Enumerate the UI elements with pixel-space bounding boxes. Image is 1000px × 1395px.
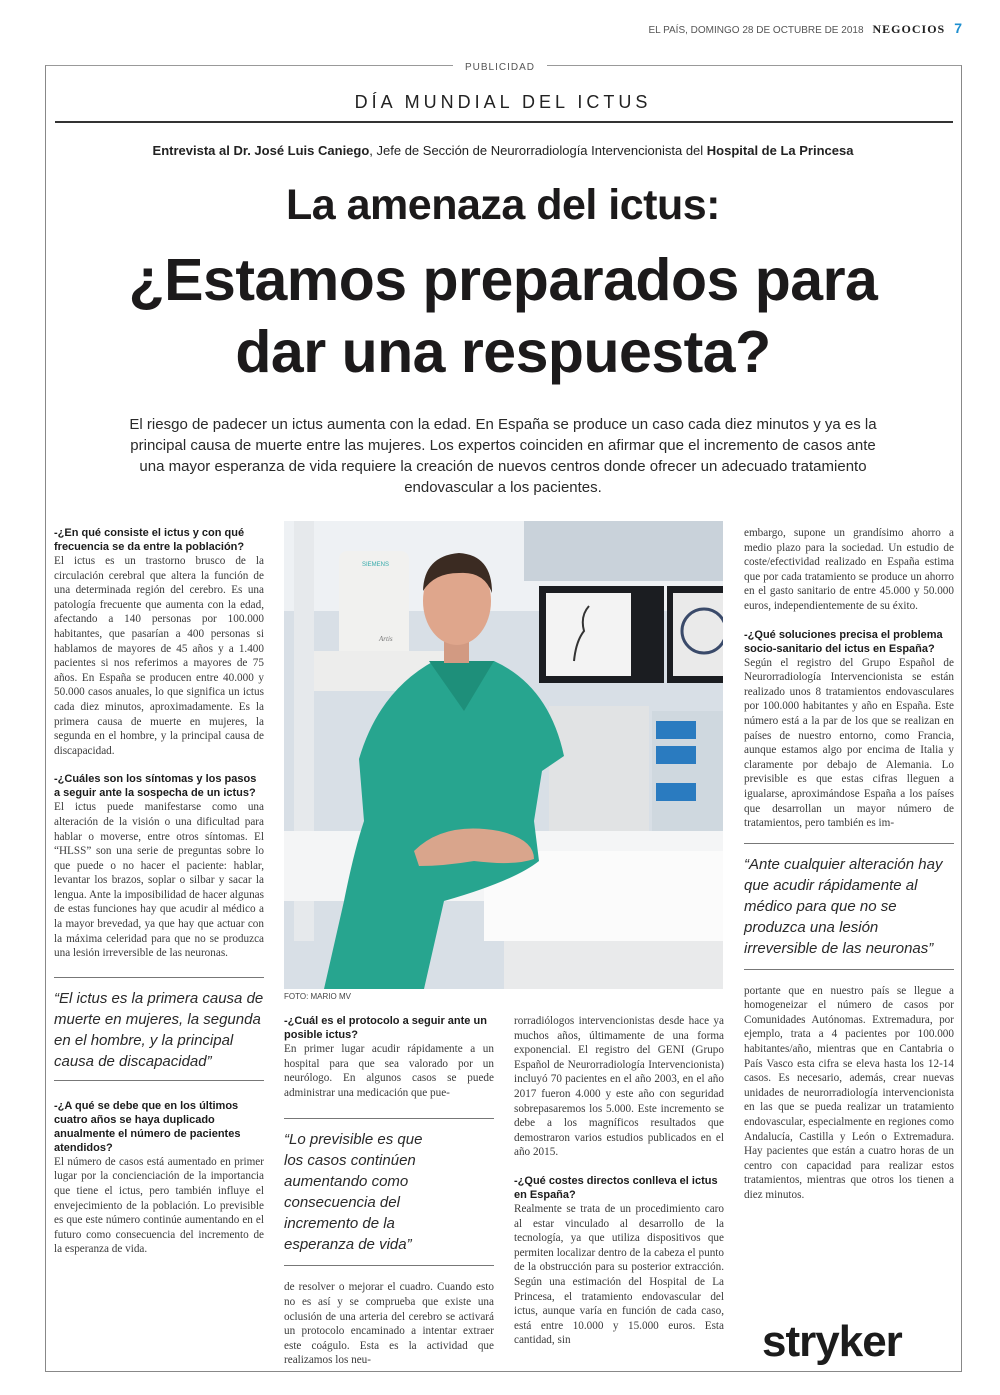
column-3: [514, 1014, 724, 1348]
quote-divider: [284, 1118, 494, 1119]
answer-paragraph: Realmente se trata de un procedimiento caro al estar vinculado al desarrollo de la tecnología, ya que utiliza dispositivos que permiten localizar dentro de la cabeza el punto de la obstrucción para su posterior extracción. Según una estimación del Hospital de La Princesa, el tratamiento endovascular del ictus, aunque varía en función de cada caso, está entre 10.000 y 15.000 euros. Esta cantidad, sin: [514, 1202, 724, 1347]
headline-line-2: ¿Estamos preparados para: [128, 247, 878, 313]
answer-paragraph: El número de casos está aumentado en primer lugar por la concienciación de la importancia que tiene el ictus, pero también influye el envejecimiento de la población. Lo previsible es que este número continúe aumentando en el futuro como consecuencia del incremento de la esperanza de vida.: [54, 1155, 264, 1256]
headline-line-3: dar una respuesta?: [235, 319, 771, 385]
pull-quote: “Ante cualquier alteración hay que acudir rápidamente al médico para que no se produzca una lesión irreversible de las neuronas”: [744, 855, 943, 957]
masthead: [648, 20, 962, 37]
quote-divider: [744, 843, 954, 844]
answer-paragraph: rorradiólogos intervencionistas desde hace ya muchos años, últimamente de una forma exponencial. El registro del GENI (Grupo Español de Neurorradiología Intervencionista) incluyó 70 pacientes en el año 2003, en el año 2017 fueron 4.000 y este año con seguridad sobrepasaremos los 5.000. Este incremento se debe a los magníficos resultados que demostraron varios estudios publicados en el año 2015.: [514, 1015, 724, 1159]
answer-paragraph: Según el registro del Grupo Español de Neurorradiología Intervencionista se están realizado unos 8 tratamientos endovasculares por 100.000 habitantes y año en España. Este número está a la par de los que se realizan en países de nuestro entorno, como Francia, aunque estamos algo por encima de Italia y claramente por debajo de Alemania. Lo previsible es que estas cifras lleguen a igualarse, aproximándose España a los países que desarrollan un mayor número de tratamientos, pero también es im-: [744, 656, 954, 830]
advertising-label: [0, 57, 1000, 75]
column-2: [284, 1014, 494, 1368]
answer-paragraph: El ictus es un trastorno brusco de la circulación cerebral que altera la función de una determinada región del cerebro. Es una patología frecuente que aumenta con la edad, afectando a 140 personas por 100.000 habitantes, que pasarían a 400 personas si hablamos de mayores de 45 años y a 1.400 pacientes si nos referimos a mayores de 75 años. En España se producen entre 40.000 y 50.000 casos anuales, lo que significa un ictus cada diez minutos, aproximadamente. Es la primera causa de muerte en mujeres, la segunda en el hombre, y la principal causa de discapacidad.: [54, 555, 264, 757]
quote-divider: [284, 1265, 494, 1266]
answer-paragraph: de resolver o mejorar el cuadro. Cuando esto no es así y se comprueba que existe una oclusión de una arteria del cerebro se activará un protocolo encaminado a intentar extraer este coágulo. Esta es la actividad que realizamos los neu-: [284, 1281, 494, 1367]
pull-quote: “Lo previsible es que los casos continúen aumentando como consecuencia del incremento de la esperanza de vida”: [284, 1131, 423, 1254]
photo-credit: FOTO: MARIO MV: [284, 992, 351, 1001]
quote-divider: [54, 1080, 264, 1081]
answer-paragraph: En primer lugar acudir rápidamente a un hospital para que sea valorado por un neurólogo. En algunos casos se puede administrar una medicación que pue-: [284, 1043, 494, 1099]
device-model: Artis: [379, 635, 393, 643]
kicker: DÍA MUNDIAL DEL ICTUS: [354, 92, 652, 112]
question-heading: -¿A qué se debe que en los últimos cuatro años se haya duplicado anualmente el número de pacientes atendidos?: [54, 1099, 241, 1154]
column-4: [744, 526, 954, 1203]
section-name: NEGOCIOS: [872, 22, 946, 36]
standfirst: El riesgo de padecer un ictus aumenta con la edad. En España se produce un caso cada diez minutos y ya es la principal causa de muerte entre las mujeres. Los expertos coinciden en afirmar que el incremento de casos ante una mayor esperanza de vida requiere la creación de nuevos centros donde ofrecer un adecuado tratamiento endovascular a los pacientes.: [129, 416, 877, 496]
quote-divider: [744, 969, 954, 970]
kicker-divider: [55, 121, 953, 123]
doctor-photo: [284, 521, 723, 989]
date-line: EL PAÍS, DOMINGO 28 DE OCTUBRE DE 2018: [648, 25, 864, 36]
headline-main: [50, 244, 956, 388]
question-heading: -¿En qué consiste el ictus y con qué frecuencia se da entre la población?: [54, 527, 245, 553]
interviewee-name: Entrevista al Dr. José Luis Caniego: [152, 143, 370, 158]
page-number: 7: [954, 20, 962, 36]
answer-paragraph: El ictus puede manifestarse como una alteración de la visión o una dificultad para hablar o moverse, entre otros síntomas. El “HLSS” son una serie de preguntas sobre lo que puede o no hacer el paciente: hablar, levantar los brazos, soplar o silbar y sacar la lengua. Ante la imposibilidad de hacer algunas de estas funciones hay que acudir al médico a la mayor brevedad, ya que hay que actuar con la máxima celeridad para que no se produzca una lesión irreversible de las neuronas.: [54, 801, 264, 960]
question-heading: -¿Cuáles son los síntomas y los pasos a seguir ante la sospecha de un ictus?: [54, 773, 257, 800]
interview-byline: [50, 143, 956, 158]
column-1: [54, 526, 264, 1257]
quote-divider: [54, 977, 264, 978]
pull-quote: “El ictus es la primera causa de muerte en mujeres, la segunda en el hombre, y la principal causa de discapacidad”: [54, 989, 264, 1070]
doctor-photo-illustration: [284, 521, 723, 989]
answer-paragraph: portante que en nuestro país se llegue a homogeneizar el número de casos por Comunidades Autónomas. Extremadura, por ejemplo, trata a 4 pacientes por 100.000 habitantes/año, mientras que en Cantabria o País Vasco esta cifra se eleva hasta los 12-14 casos. Es necesario, además, crear nuevas unidades de neurorradiología intervencionista en las que se pueda realizar un tratamiento endovascular, especialmente en regiones como Andalucía, Castilla y León o Extremadura. Hay pacientes que están a cuatro horas de un centro con capacidad para realizar estos tratamientos, mientras que otros los tienen a diez minutos.: [744, 984, 954, 1201]
headline-line-1: La amenaza del ictus:: [286, 181, 720, 229]
question-heading: -¿Qué soluciones precisa el problema socio-sanitario del ictus en España?: [744, 628, 943, 655]
interviewee-role: , Jefe de Sección de Neurorradiología Intervencionista del: [369, 143, 707, 158]
stryker-logo: stryker: [762, 1317, 902, 1366]
question-heading: -¿Cuál es el protocolo a seguir ante un posible ictus?: [284, 1015, 487, 1041]
question-heading: -¿Qué costes directos conlleva el ictus en España?: [514, 1174, 718, 1201]
answer-paragraph: embargo, supone un grandísimo ahorro a medio plazo para la sociedad. Un estudio de coste/efectividad realizado en España estima que por cada tratamiento se produce un ahorro en el gasto sanitario de entre 45.000 y 50.000 euros, independientemente de su éxito.: [744, 527, 954, 612]
advertising-label-text: PUBLICIDAD: [453, 62, 547, 73]
device-brand: SIEMENS: [362, 562, 390, 568]
hospital-name: Hospital de La Princesa: [706, 143, 854, 158]
